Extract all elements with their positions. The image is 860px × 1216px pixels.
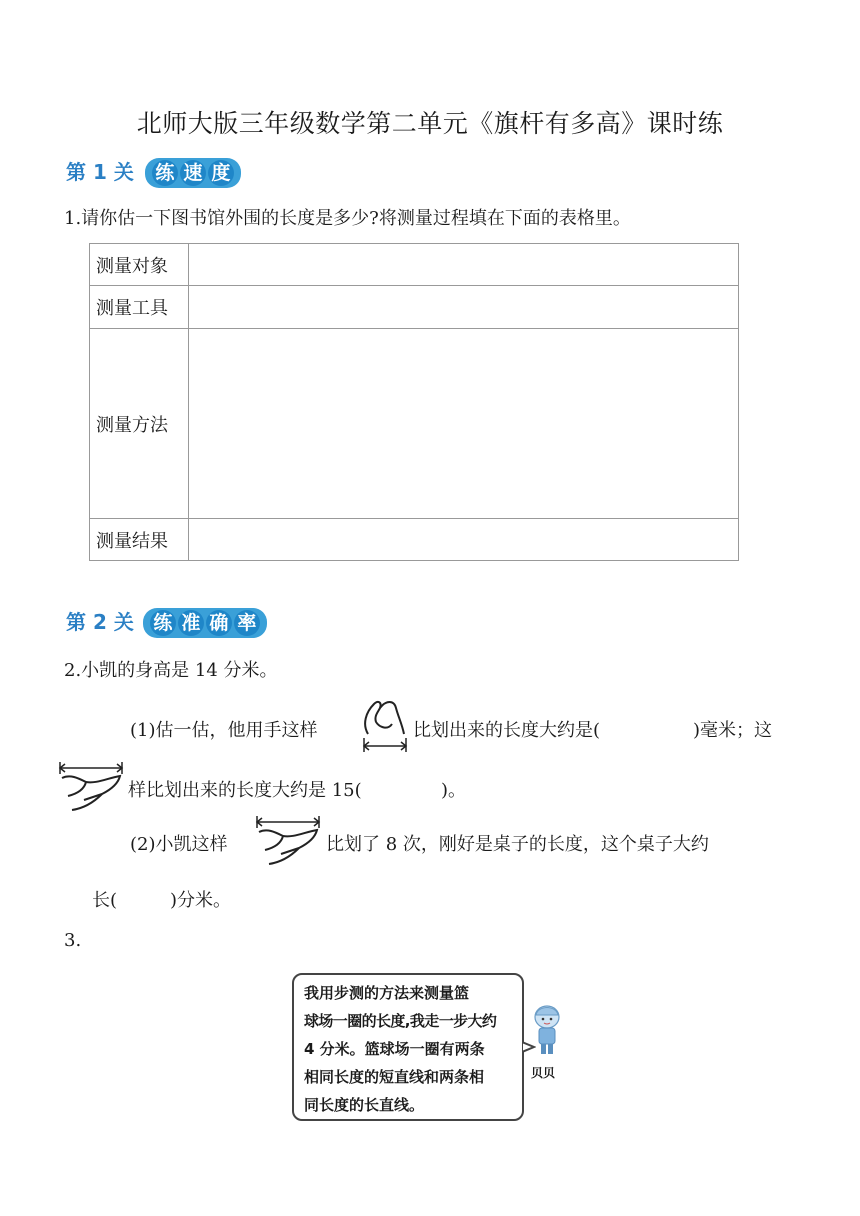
q2-part1-mid: 比划出来的长度大约是(: [413, 720, 601, 741]
bubble-line: 球场一圈的长度,我走一步大约: [304, 1012, 497, 1030]
row-label: 测量方法: [90, 329, 189, 519]
answer-cell[interactable]: [189, 519, 739, 561]
question-3-number: 3.: [64, 930, 82, 951]
question-1-text: 1.请你估一下图书馆外围的长度是多少?将测量过程填在下面的表格里。: [64, 208, 631, 229]
level-2-badge: [143, 608, 267, 638]
badge-char: 练: [152, 160, 178, 186]
row-label: 测量结果: [90, 519, 189, 561]
character-boy-icon: [530, 1003, 564, 1057]
level-1-badge: [145, 158, 241, 188]
bubble-line: 同长度的长直线。: [304, 1096, 425, 1114]
q2-part2-line2-end: )分米。: [170, 890, 232, 911]
table-row: [90, 519, 739, 561]
speech-bubble: [292, 973, 524, 1121]
badge-char: 度: [208, 160, 234, 186]
q2-part1-line2: 样比划出来的长度大约是 15(: [128, 780, 362, 801]
row-label: 测量对象: [90, 244, 189, 286]
q2-part2-line2: 长(: [92, 890, 118, 911]
span-hand-icon: [56, 760, 128, 816]
answer-cell[interactable]: [189, 244, 739, 286]
q2-part1-line2-end: )。: [441, 780, 467, 801]
bubble-line: 4 分米。篮球场一圈有两条: [304, 1040, 485, 1058]
level-1-header: [66, 156, 241, 188]
table-row: [90, 329, 739, 519]
answer-cell[interactable]: [189, 286, 739, 329]
q2-part1-end: )毫米；这: [693, 720, 773, 741]
level-1-label: 第 1 关: [66, 160, 134, 184]
q2-part1-start: (1)估一估，他用手这样: [130, 720, 318, 741]
q2-part2-start: (2)小凯这样: [130, 834, 228, 855]
row-label: 测量工具: [90, 286, 189, 329]
bubble-line: 相同长度的短直线和两条相: [304, 1068, 485, 1086]
answer-cell[interactable]: [189, 329, 739, 519]
span-hand-icon: [253, 814, 325, 870]
measurement-table: [89, 243, 739, 561]
badge-char: 率: [234, 610, 260, 636]
badge-char: 确: [206, 610, 232, 636]
pinch-hand-icon: [358, 694, 412, 756]
level-2-header: [66, 606, 267, 638]
character-name: 贝贝: [531, 1066, 556, 1080]
bubble-line: 我用步测的方法来测量篮: [304, 984, 470, 1002]
table-row: [90, 286, 739, 329]
question-2-text: 2.小凯的身高是 14 分米。: [64, 660, 278, 681]
badge-char: 准: [178, 610, 204, 636]
q2-part2-mid: 比划了 8 次，刚好是桌子的长度，这个桌子大约: [326, 834, 709, 855]
level-2-label: 第 2 关: [66, 610, 134, 634]
table-row: [90, 244, 739, 286]
badge-char: 练: [150, 610, 176, 636]
page-title: 北师大版三年级数学第二单元《旗杆有多高》课时练: [136, 109, 724, 138]
badge-char: 速: [180, 160, 206, 186]
